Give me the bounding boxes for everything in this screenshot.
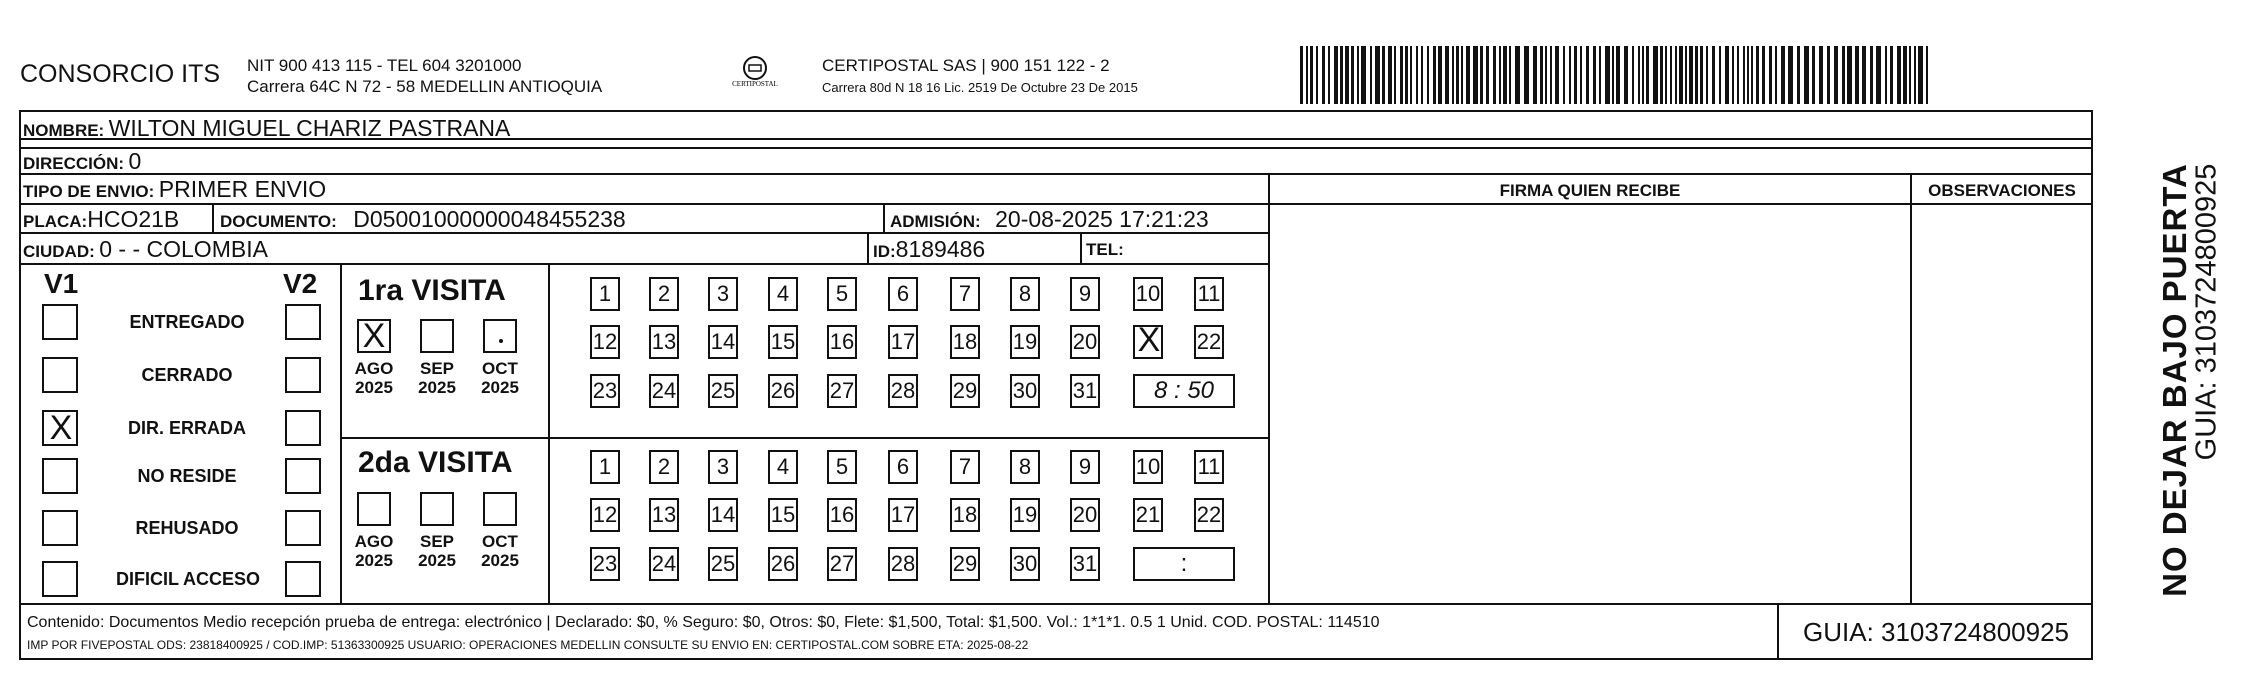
barcode-bar (1388, 46, 1392, 104)
day-box[interactable]: 13 (649, 325, 679, 359)
day-box[interactable]: 11 (1194, 450, 1224, 484)
day-box[interactable]: 1 (590, 450, 620, 484)
day-box[interactable]: 25 (708, 374, 738, 408)
barcode-bar (1751, 46, 1753, 104)
barcode-bar (1486, 46, 1489, 104)
day-box[interactable]: 31 (1070, 374, 1100, 408)
barcode-bar (1897, 46, 1901, 104)
footer-imp: IMP POR FIVEPOSTAL ODS: 23818400925 / COD.IMP: 51363300925 USUARIO: OPERACIONES MEDELLIN CONSULTE SU ENVIO EN: CERTIPOSTAL.COM SOBRE ETA: 2025-08-22 (27, 638, 1029, 652)
month-year: 2025 (418, 378, 456, 397)
barcode-bar (1695, 46, 1698, 104)
carrier-name: CERTIPOSTAL SAS | 900 151 122 - 2 (822, 56, 1110, 75)
barcode-bar (1876, 46, 1881, 104)
day-checkmark: X (1137, 321, 1161, 359)
barcode-bar (1533, 46, 1537, 104)
barcode-bar (1300, 46, 1303, 104)
day-box[interactable]: 16 (827, 498, 857, 532)
day-box[interactable]: 12 (590, 498, 620, 532)
documento-label: DOCUMENTO: (220, 212, 337, 231)
side-warning: NO DEJAR BAJO PUERTA (2156, 163, 2193, 597)
barcode-bar (1316, 46, 1318, 104)
barcode-bar (1375, 46, 1380, 104)
barcode-bar (1743, 46, 1745, 104)
id-value: 8189486 (895, 236, 986, 262)
day-box[interactable]: 18 (950, 325, 980, 359)
barcode-bar (1732, 46, 1734, 104)
barcode-bar (1416, 46, 1418, 104)
month-year: 2025 (418, 551, 456, 570)
barcode-bar (1473, 46, 1478, 104)
day-box[interactable]: 2 (649, 277, 679, 311)
day-box[interactable]: 26 (768, 374, 798, 408)
barcode-bar (1909, 46, 1911, 104)
barcode-bar (1493, 46, 1496, 104)
barcode-bar (1328, 46, 1330, 104)
day-box[interactable]: 22 (1194, 325, 1224, 359)
time-box[interactable]: : (1133, 547, 1235, 581)
barcode-bar (1306, 46, 1308, 104)
status-option-label: ENTREGADO (129, 312, 245, 332)
barcode-bar (1756, 46, 1759, 104)
tipo-envio-value: PRIMER ENVIO (158, 176, 327, 202)
status-option-label: DIFICIL ACCESO (115, 569, 260, 589)
barcode-bar (1433, 46, 1436, 104)
day-box[interactable]: 2 (649, 450, 679, 484)
barcode-bar (1361, 46, 1366, 104)
v1-checkbox[interactable] (42, 410, 78, 446)
month-year: 2025 (355, 378, 393, 397)
barcode-bar (1747, 46, 1749, 104)
barcode-bar (1819, 46, 1823, 104)
day-box[interactable]: 4 (768, 277, 798, 311)
day-box[interactable]: 28 (888, 547, 918, 581)
barcode-bar (1679, 46, 1683, 104)
barcode-bar (1555, 46, 1559, 104)
company-nit: NIT 900 413 115 - TEL 604 3201000 (247, 56, 522, 75)
side-guia: GUIA: 3103724800925 (2190, 163, 2223, 461)
day-box[interactable]: 12 (590, 325, 620, 359)
barcode-bar (1456, 46, 1459, 104)
v1-label: V1 (44, 268, 79, 299)
logo-text: CERTIPOSTAL (732, 80, 778, 88)
barcode-bar (1890, 46, 1893, 104)
status-option-label: NO RESIDE (137, 466, 237, 486)
v2-checkbox[interactable] (285, 410, 321, 446)
day-box[interactable]: 17 (888, 325, 918, 359)
barcode-bar (1870, 46, 1873, 104)
nombre-value: WILTON MIGUEL CHARIZ PASTRANA (108, 115, 511, 141)
barcode-bar (1563, 46, 1565, 104)
status-option-label: REHUSADO (135, 518, 239, 538)
day-box[interactable]: 16 (827, 325, 857, 359)
barcode-bar (1540, 46, 1543, 104)
month-name: SEP (419, 532, 455, 551)
barcode (1300, 46, 1935, 104)
barcode-bar (1466, 46, 1470, 104)
footer-content: Contenido: Documentos Medio recepción prueba de entrega: electrónico | Declarado: $0, % Seguro: $0, Otros: $0, Flete: $1,500, Total: $1,500. Vol.: 1*1*1. 0.5 1 Unid. COD. POSTAL: 114510 (27, 614, 1380, 631)
day-box[interactable]: 8 (1010, 450, 1040, 484)
v2-checkbox[interactable] (285, 561, 321, 597)
barcode-bar (1797, 46, 1800, 104)
carrier-logo (725, 55, 785, 95)
day-box[interactable]: 15 (768, 325, 798, 359)
v1-checkbox[interactable] (42, 561, 78, 597)
barcode-bar (1605, 46, 1610, 104)
barcode-bar (1357, 46, 1359, 104)
time-box[interactable]: 8 : 50 (1133, 374, 1235, 408)
v2-checkbox[interactable] (285, 510, 321, 546)
month-checkbox[interactable] (357, 319, 391, 353)
v2-checkbox[interactable] (285, 357, 321, 393)
ciudad-value: 0 - - COLOMBIA (99, 236, 268, 262)
day-box[interactable]: 6 (888, 277, 918, 311)
month-name: AGO (354, 359, 394, 378)
barcode-bar (1394, 46, 1396, 104)
day-box[interactable]: 23 (590, 374, 620, 408)
barcode-bar (1834, 46, 1838, 104)
day-box[interactable]: 22 (1194, 498, 1224, 532)
month-label (475, 532, 525, 570)
barcode-bar (1689, 46, 1693, 104)
day-box[interactable]: 24 (649, 547, 679, 581)
month-name: AGO (354, 532, 394, 551)
barcode-bar (1847, 46, 1852, 104)
v2-checkbox[interactable] (285, 304, 321, 340)
status-option-label: CERRADO (141, 365, 233, 385)
day-box[interactable]: 17 (888, 498, 918, 532)
placa-value: HCO21B (87, 206, 180, 232)
barcode-bar (1515, 46, 1520, 104)
barcode-bar (1712, 46, 1715, 104)
documento-value: D05001000000048455238 (353, 206, 626, 232)
ciudad-label: CIUDAD: (23, 242, 95, 261)
barcode-bar (1632, 46, 1634, 104)
admision-value: 20-08-2025 17:21:23 (995, 206, 1209, 232)
v1-checkbox[interactable] (42, 458, 78, 494)
barcode-bar (1638, 46, 1640, 104)
day-box[interactable]: 27 (827, 547, 857, 581)
barcode-bar (1340, 46, 1343, 104)
day-box[interactable]: 29 (950, 547, 980, 581)
month-checkbox[interactable] (357, 492, 391, 526)
barcode-bar (1586, 46, 1589, 104)
company-name: CONSORCIO ITS (20, 60, 221, 88)
month-label (475, 359, 525, 397)
barcode-bar (1812, 46, 1815, 104)
visit2-title: 2da VISITA (358, 446, 513, 479)
day-box[interactable]: 20 (1070, 498, 1100, 532)
day-box[interactable]: 31 (1070, 547, 1100, 581)
day-box[interactable]: 15 (768, 498, 798, 532)
month-year: 2025 (481, 551, 519, 570)
month-label (349, 359, 399, 397)
barcode-bar (1438, 46, 1442, 104)
tipo-envio-label: TIPO DE ENVIO: (23, 182, 155, 201)
month-name: OCT (482, 532, 518, 551)
day-box[interactable]: 3 (708, 277, 738, 311)
day-box[interactable]: 5 (827, 277, 857, 311)
barcode-bar (1706, 46, 1708, 104)
barcode-bar (1599, 46, 1601, 104)
barcode-bar (1781, 46, 1785, 104)
barcode-bar (1545, 46, 1547, 104)
barcode-bar (1382, 46, 1385, 104)
month-checkbox[interactable] (420, 492, 454, 526)
pen-dot (499, 339, 503, 343)
day-box[interactable]: 20 (1070, 325, 1100, 359)
nombre-label: NOMBRE: (23, 121, 105, 140)
barcode-bar (1499, 46, 1501, 104)
barcode-bar (1926, 46, 1928, 104)
direccion-value: 0 (128, 148, 142, 174)
barcode-bar (1452, 46, 1454, 104)
barcode-bar (1461, 46, 1463, 104)
v1-checkbox[interactable] (42, 304, 78, 340)
barcode-bar (1646, 46, 1649, 104)
barcode-bar (1616, 46, 1620, 104)
barcode-bar (1310, 46, 1313, 104)
v1-checkmark: X (49, 409, 73, 447)
day-box[interactable]: 25 (708, 547, 738, 581)
company-address: Carrera 64C N 72 - 58 MEDELLIN ANTIOQUIA (247, 77, 603, 96)
tel-label: TEL: (1086, 240, 1124, 259)
barcode-bar (1804, 46, 1809, 104)
barcode-bar (1670, 46, 1672, 104)
day-box[interactable]: 3 (708, 450, 738, 484)
month-label (412, 532, 462, 570)
barcode-bar (1593, 46, 1596, 104)
barcode-bar (1334, 46, 1338, 104)
day-box[interactable]: 9 (1070, 450, 1100, 484)
month-label (349, 532, 399, 570)
barcode-bar (1918, 46, 1923, 104)
barcode-bar (1737, 46, 1739, 104)
barcode-bar (1400, 46, 1403, 104)
barcode-bar (1624, 46, 1628, 104)
barcode-bar (1827, 46, 1830, 104)
barcode-bar (1405, 46, 1408, 104)
day-box[interactable]: 23 (590, 547, 620, 581)
v2-checkbox[interactable] (285, 458, 321, 494)
barcode-bar (1642, 46, 1644, 104)
day-box[interactable] (1133, 321, 1163, 359)
barcode-bar (1524, 46, 1529, 104)
id-label: ID: (873, 242, 896, 261)
barcode-bar (1855, 46, 1859, 104)
barcode-bar (1914, 46, 1916, 104)
barcode-bar (1503, 46, 1507, 104)
barcode-bar (1885, 46, 1887, 104)
barcode-bar (1509, 46, 1511, 104)
barcode-bar (1725, 46, 1729, 104)
day-box[interactable]: 10 (1133, 277, 1163, 311)
direccion-label: DIRECCIÓN: (23, 154, 125, 173)
barcode-bar (1660, 46, 1663, 104)
barcode-bar (1421, 46, 1423, 104)
barcode-bar (1700, 46, 1703, 104)
day-box[interactable]: 28 (888, 374, 918, 408)
barcode-bar (1351, 46, 1354, 104)
observaciones-label: OBSERVACIONES (1928, 181, 2076, 200)
day-box[interactable]: 18 (950, 498, 980, 532)
day-box[interactable]: 14 (708, 325, 738, 359)
carrier-address: Carrera 80d N 18 16 Lic. 2519 De Octubre 23 De 2015 (822, 80, 1138, 95)
barcode-bar (1665, 46, 1667, 104)
barcode-bar (1653, 46, 1658, 104)
day-box[interactable]: 30 (1010, 374, 1040, 408)
day-box[interactable]: 21 (1133, 498, 1163, 532)
firma-label: FIRMA QUIEN RECIBE (1499, 181, 1681, 200)
month-name: OCT (482, 359, 518, 378)
barcode-bar (1574, 46, 1577, 104)
day-box[interactable]: 4 (768, 450, 798, 484)
day-box[interactable]: 7 (950, 450, 980, 484)
day-box[interactable]: 11 (1194, 277, 1224, 311)
day-box[interactable]: 9 (1070, 277, 1100, 311)
barcode-bar (1580, 46, 1582, 104)
month-label (412, 359, 462, 397)
month-checkbox[interactable] (420, 319, 454, 353)
day-box[interactable]: 5 (827, 450, 857, 484)
day-box[interactable]: 14 (708, 498, 738, 532)
barcode-bar (1480, 46, 1483, 104)
day-box[interactable]: 10 (1133, 450, 1163, 484)
v1-checkbox[interactable] (42, 357, 78, 393)
barcode-bar (1788, 46, 1793, 104)
day-box[interactable]: 19 (1010, 325, 1040, 359)
barcode-bar (1370, 46, 1372, 104)
month-year: 2025 (355, 551, 393, 570)
visit1-title: 1ra VISITA (358, 274, 506, 307)
day-box[interactable]: 27 (827, 374, 857, 408)
barcode-bar (1719, 46, 1721, 104)
day-box[interactable]: 13 (649, 498, 679, 532)
barcode-bar (1322, 46, 1325, 104)
month-year: 2025 (481, 378, 519, 397)
v1-checkbox[interactable] (42, 510, 78, 546)
barcode-bar (1842, 46, 1845, 104)
month-checkbox[interactable] (483, 492, 517, 526)
placa-label: PLACA: (23, 212, 88, 231)
day-box[interactable]: 24 (649, 374, 679, 408)
month-name: SEP (419, 359, 455, 378)
day-box[interactable]: 19 (1010, 498, 1040, 532)
day-box[interactable]: 8 (1010, 277, 1040, 311)
status-option-label: DIR. ERRADA (127, 418, 246, 438)
barcode-bar (1445, 46, 1449, 104)
barcode-bar (1569, 46, 1571, 104)
barcode-bar (1762, 46, 1765, 104)
barcode-bar (1862, 46, 1866, 104)
barcode-bar (1775, 46, 1777, 104)
barcode-bar (1345, 46, 1349, 104)
barcode-bar (1675, 46, 1677, 104)
barcode-bar (1612, 46, 1614, 104)
day-box[interactable]: 7 (950, 277, 980, 311)
barcode-bar (1769, 46, 1772, 104)
barcode-bar (1550, 46, 1552, 104)
barcode-bar (1410, 46, 1412, 104)
barcode-bar (1427, 46, 1429, 104)
day-box[interactable]: 30 (1010, 547, 1040, 581)
admision-label: ADMISIÓN: (890, 212, 981, 231)
month-checkmark: X (362, 317, 386, 355)
barcode-bar (1685, 46, 1687, 104)
v2-label: V2 (283, 268, 318, 299)
barcode-bar (1903, 46, 1907, 104)
day-box[interactable]: 26 (768, 547, 798, 581)
day-box[interactable]: 29 (950, 374, 980, 408)
day-box[interactable]: 6 (888, 450, 918, 484)
month-checkbox[interactable] (483, 319, 517, 353)
day-box[interactable]: 1 (590, 277, 620, 311)
footer-guia: GUIA: 3103724800925 (1803, 617, 2069, 647)
